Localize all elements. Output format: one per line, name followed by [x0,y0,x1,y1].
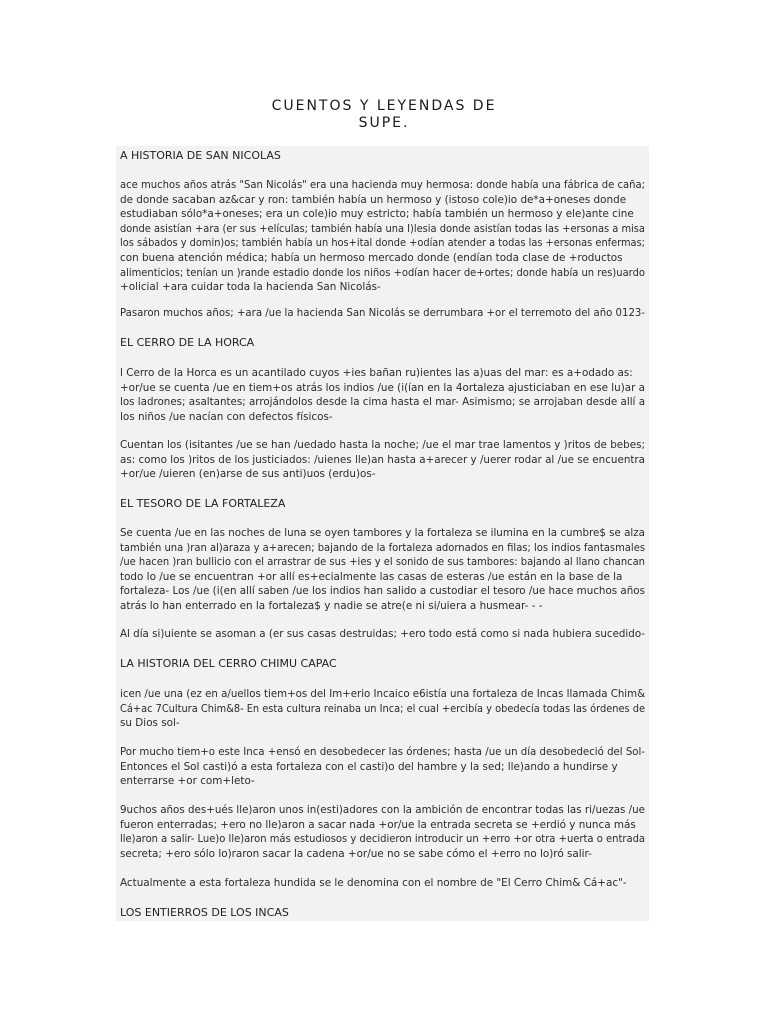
text-line: as: como los )ritos de los justiciados: /uienes lle)an hasta a+arecer y /uerer rodar al /ue se encuentra [120,453,646,466]
text-line: también una )ran al)araza y a+arecen; bajando de la fortaleza adornados en filas; los indios fantasmales [120,541,646,554]
text-line: los niños /ue nacían con defectos físicos- [120,410,333,423]
text-line: Cuentan los (isitantes /ue se han /uedado hasta la noche; /ue el mar trae lamentos y )ritos de bebes; [120,439,646,451]
text-line: +olicial +ara cuidar toda la hacienda San Nicolás- [120,281,381,294]
section-heading-san-nicolas: A HISTORIA DE SAN NICOLAS [120,149,281,162]
paragraph [120,627,645,642]
text-line: estudiaban sólo*a+oneses; era un cole)io muy estricto; había también un hermoso y ele)ante cine [120,208,634,221]
section-heading-cerro-horca: EL CERRO DE LA HORCA [120,336,255,349]
paragraph [120,178,645,295]
text-line: /ue hacen )ran bullicio con el arrastrar de sus +ies y el sonido de sus tambores: bajando al llano chancan [120,556,645,569]
text-line: de donde sacaban az&car y ron: también había un hermoso y (istoso cole)io de*a+oneses donde [120,193,627,206]
text-line: 9uchos años des+ués lle)aron unos in(esti)adores con la ambición de encontrar todas las ri/uezas /ue [120,804,646,816]
text-line: enterrarse +or com+leto- [120,775,255,788]
text-line: ace muchos años atrás "San Nicolás" era una hacienda muy hermosa: donde había una fábrica de caña; [120,179,646,191]
text-line: Actualmente a esta fortaleza hundida se le denomina con el nombre de "El Cerro Chim& Cá+ac"- [120,877,627,889]
text-line: Entonces el Sol casti)ó a esta fortaleza con el casti)o del hambre y la sed; lle)ando a hundirse y [120,760,618,773]
paragraph [120,526,645,614]
text-line: donde asistían +ara (er sus +elículas; también había una I)lesia donde asistían todas las +ersonas a misa [120,222,645,235]
text-line: todo lo /ue se encuentran +or allí es+ecialmente las casas de esteras /ue están en la base de la [120,570,623,583]
paragraph [120,745,645,789]
text-line: lle)aron a salir- Lue)o lle)aron más estudiosos y decidieron introducir un +erro +or otra +uerta o entrada [120,833,646,846]
text-line: con buena atención médica; había un hermoso mercado donde (endían toda clase de +roductos [120,251,623,264]
section-heading-tesoro-fortaleza: EL TESORO DE LA FORTALEZA [120,497,286,510]
text-line: +or/ue se cuenta /ue en tiem+os atrás los indios /ue (i(ían en la 4ortaleza ajusticiaban en ese lu)ar a [120,381,645,394]
text-line: Pasaron muchos años; +ara /ue la hacienda San Nicolás se derrumbara +or el terremoto del año 0123- [120,307,646,319]
paragraph [120,803,645,861]
text-line: Cá+ac 7Cultura Chim&8- En esta cultura reinaba un Inca; el cual +ercibía y obedecía todas las órdenes de [120,702,646,715]
text-line: fortaleza- Los /ue (i(en allí saben /ue los indios han salido a custodiar el tesoro /ue hace muchos años [120,585,645,598]
text-line: +or/ue /uieren (en)arse de sus anti)uos (erdu)os- [120,468,376,481]
text-line: Al día si)uiente se asoman a (er sus casas destruidas; +ero todo está como si nada hubiera sucedido- [120,628,646,640]
text-line: atrás lo han enterrado en la fortaleza$ y nadie se atre(e ni si/uiera a husmear- - - [120,599,543,612]
paragraph [120,876,645,891]
paragraph [120,687,645,731]
text-line: alimenticios; tenían un )rande estadio donde los niños +odían hacer de+ortes; donde había un res)uardo [120,266,645,279]
page-title-line-2: SUPE. [358,115,410,131]
paragraph [120,438,645,482]
section-heading-entierros-incas: LOS ENTIERROS DE LOS INCAS [120,906,289,919]
text-line: los ladrones; asaltantes; arrojándolos desde la cima hasta el mar- Asimismo; se arrojaban desde allí a [120,396,646,409]
text-line: fueron enterradas; +ero no lle)aron a sacar nada +or/ue la entrada secreta se +erdió y nunca más [120,818,636,831]
text-line: l Cerro de la Horca es un acantilado cuyos +ies bañan ru)ientes las a)uas del mar: es a+odado as: [120,367,633,379]
text-line: icen /ue una (ez en a/uellos tiem+os del Im+erio Incaico e6istía una fortaleza de Incas llamada Chim& [120,688,646,700]
text-line: los sábados y domin)os; también había un hos+ital donde +odían atender a todas las +ersonas enfermas; [120,237,645,250]
text-line: su Dios sol- [120,717,180,730]
page-title-line-1: CUENTOS Y LEYENDAS DE [271,98,497,114]
section-heading-chimu-capac: LA HISTORIA DEL CERRO CHIMU CAPAC [120,657,337,670]
text-line: secreta; +ero sólo lo)raron sacar la cadena +or/ue no se sabe cómo el +erro no lo)ró salir- [120,847,592,860]
paragraph [120,366,645,424]
paragraph [120,306,645,321]
page-title [0,98,768,132]
text-line: Por mucho tiem+o este Inca +ensó en desobedecer las órdenes; hasta /ue un día desobedeció del Sol- [120,746,646,758]
text-line: Se cuenta /ue en las noches de luna se oyen tambores y la fortaleza se ilumina en la cumbre$ se alza [120,527,645,539]
